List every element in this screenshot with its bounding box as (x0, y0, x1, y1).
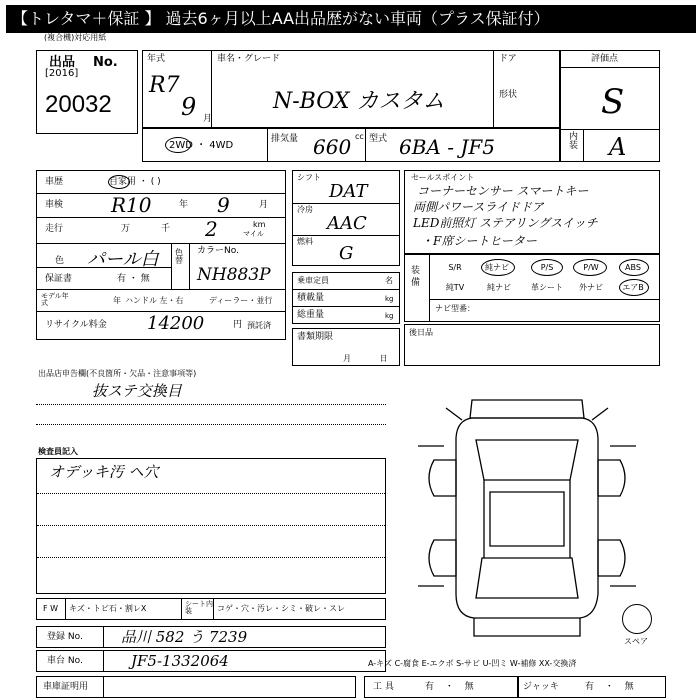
equip-navi: 純ナビ (485, 263, 509, 272)
man-label: 万 (121, 224, 131, 234)
recycle-label: リサイクル料金 (45, 320, 107, 330)
vehicle-box (142, 50, 560, 128)
seat-legend: コゲ・穴・汚レ・シミ・破レ・スレ (217, 604, 345, 613)
deposit-label: 預託済 (247, 321, 271, 330)
capacity-box (292, 272, 400, 324)
total-kg-unit: kg (385, 312, 394, 320)
model-value: 6BA - JF5 (399, 135, 495, 159)
sales-point-4: ・F席シートヒーター (421, 234, 537, 248)
listing-number-box (36, 50, 138, 134)
seat-label: シート内装 (185, 600, 213, 615)
ac-label: 冷房 (297, 205, 313, 214)
drivetrain-box (292, 170, 400, 266)
shape-label: 形状 (499, 90, 518, 100)
inspection-label: 車検 (45, 200, 64, 210)
color-label: 色 (55, 256, 65, 266)
navi-model-label: ナビ型番： (435, 304, 475, 313)
evaluation-box (560, 50, 660, 162)
inspector-box (36, 458, 386, 594)
inspection-year: R10 (111, 193, 152, 217)
name-grade-value: N-BOX カスタム (273, 89, 445, 114)
interior-value: A (609, 133, 627, 161)
equip-sr: S/R (448, 263, 462, 272)
mile-label: マイル (243, 230, 264, 238)
listing-number: 20032 (45, 91, 112, 118)
shuppin-label: 出品 (49, 55, 76, 70)
doc-deadline-label: 書類期限 (297, 332, 334, 342)
sales-point-3: LED前照灯 ステアリングスイッチ (413, 216, 598, 230)
damage-legend-row (36, 598, 386, 620)
month-value: 9 (181, 93, 197, 121)
displacement-label: 排気量 (271, 134, 299, 144)
color-no-label: カラーNo. (197, 246, 239, 256)
mileage-value: 2 (205, 217, 218, 241)
inspector-notes: オデッキ汚 ヘ穴 (49, 463, 159, 481)
year-label: 年式 (147, 54, 166, 64)
form-type-note: (複合機)対応用紙 (44, 33, 107, 42)
chassis-value: JF5-1332064 (131, 652, 229, 670)
spare-label: スペア (624, 637, 648, 646)
history-label: 車歴 (45, 177, 64, 187)
score-value: S (601, 82, 625, 122)
history-options: 自家用 ・ ( ) (109, 177, 161, 187)
equip-ps: P/S (540, 263, 554, 272)
reg-no-value: 品川 582 う 7239 (121, 628, 248, 646)
equip-airbag: エアB (622, 283, 644, 292)
mark-date-box (404, 324, 660, 366)
model-year-nen: 年 (113, 296, 121, 305)
inspection-month: 9 (217, 193, 230, 217)
load-kg-unit: kg (385, 295, 394, 303)
garage-cert-label: 車庫証明用 (43, 682, 89, 692)
warranty-options: 有 ・ 無 (117, 274, 150, 284)
month-label: 月 (203, 114, 213, 124)
warranty-label: 保証書 (45, 274, 73, 284)
tools-options: 有 ・ 無 (425, 682, 474, 692)
tools-label: 工 具 (373, 682, 394, 692)
abs-circle (619, 259, 649, 276)
shift-value: DAT (329, 181, 368, 202)
door-label: ドア (499, 54, 517, 64)
pw-circle (573, 259, 607, 276)
spec-row (142, 128, 560, 162)
total-weight-label: 総重量 (297, 310, 325, 320)
recycle-fee: 14200 (147, 313, 205, 334)
tools-row (364, 676, 518, 698)
color-no-value: NH883P (197, 265, 271, 285)
handle-label: ハンドル 左・右 (125, 296, 184, 305)
interior-label: 内装 (569, 132, 579, 151)
reg-no-label: 登録 No. (47, 632, 83, 642)
sales-points-label: セールスポイント (411, 173, 475, 182)
chassis-label: 車台 No. (47, 656, 83, 666)
color-change-label: 色替 (175, 248, 183, 265)
name-grade-label: 車名・グレード (217, 54, 281, 64)
doc-deadline-box (292, 328, 400, 366)
ac-value: AAC (327, 213, 367, 234)
load-label: 積載量 (297, 293, 325, 303)
equip-tv: 純TV (445, 283, 465, 292)
fw-legend: キズ・トビ石・割レX (69, 604, 147, 613)
sales-point-2: 両側パワースライドドア (413, 200, 544, 214)
jack-options: 有 ・ 無 (585, 682, 634, 692)
registration-row (36, 626, 386, 648)
no-label: No. (93, 55, 118, 70)
seller-notes: 抜ステ交換目 (92, 382, 182, 400)
inspector-label: 検査員記入 (38, 447, 78, 456)
garage-cert-row (36, 676, 356, 698)
equip-abs: ABS (625, 263, 641, 272)
sen-label: 千 (161, 224, 171, 234)
seller-notes-label: 出品店申告欄(不良箇所・欠品・注意事項等) (38, 369, 197, 378)
jack-row (518, 676, 666, 698)
ps-circle (531, 259, 563, 276)
year-value: R7 (149, 73, 180, 98)
model-year-label: モデル年式 (41, 292, 69, 307)
sales-point-1: コーナーセンサー スマートキー (417, 184, 589, 198)
cc-unit: cc (355, 132, 364, 141)
km-label: km (253, 220, 266, 229)
spare-tire-icon (622, 604, 652, 634)
drive-options: 2WD ・ 4WD (169, 140, 234, 151)
airbag-circle (619, 279, 649, 296)
fuel-value: G (339, 243, 354, 264)
car-diagram (412, 380, 642, 655)
equip-pw: P/W (583, 263, 599, 272)
inspection-month-label: 月 (259, 200, 269, 210)
equipment-box (404, 254, 660, 322)
jack-label: ジャッキ (523, 682, 559, 692)
dealer-label: ディーラー・並行 (209, 296, 273, 305)
equipment-label: 装備 (411, 266, 421, 288)
capacity-label: 乗車定員 (297, 276, 329, 285)
mark-date-label: 後日品 (409, 328, 433, 337)
navi-circle (481, 259, 515, 276)
people-unit: 名 (385, 276, 393, 285)
doc-deadline-date: 月 日 (343, 354, 388, 363)
fw-label: F W (43, 604, 59, 613)
damage-code-legend: A-キズ C-腐食 E-エクボ S-サビ U-凹ミ W-補修 XX-交換済 (368, 659, 577, 668)
model-label: 型式 (369, 134, 388, 144)
equip-navi-2: 純ナビ (487, 283, 511, 292)
score-label: 評価点 (591, 54, 619, 64)
chassis-row (36, 650, 386, 672)
sales-points-box (404, 170, 660, 254)
fuel-label: 燃料 (297, 237, 313, 246)
equip-ext-navi: 外ナビ (579, 283, 603, 292)
displacement-value: 660 (313, 135, 352, 159)
yen-label: 円 (233, 320, 243, 330)
mileage-label: 走行 (45, 224, 64, 234)
inspection-year-label: 年 (179, 200, 189, 210)
title-banner: 【トレタマ＋保証 】 過去6ヶ月以上AA出品歴がない車両（プラス保証付） (6, 5, 696, 33)
color-value: パール白 (87, 249, 159, 270)
equip-leather: 革シート (531, 283, 563, 292)
listing-year: [2016] (45, 68, 79, 79)
shift-label: シフト (297, 173, 321, 182)
history-table (36, 170, 286, 340)
